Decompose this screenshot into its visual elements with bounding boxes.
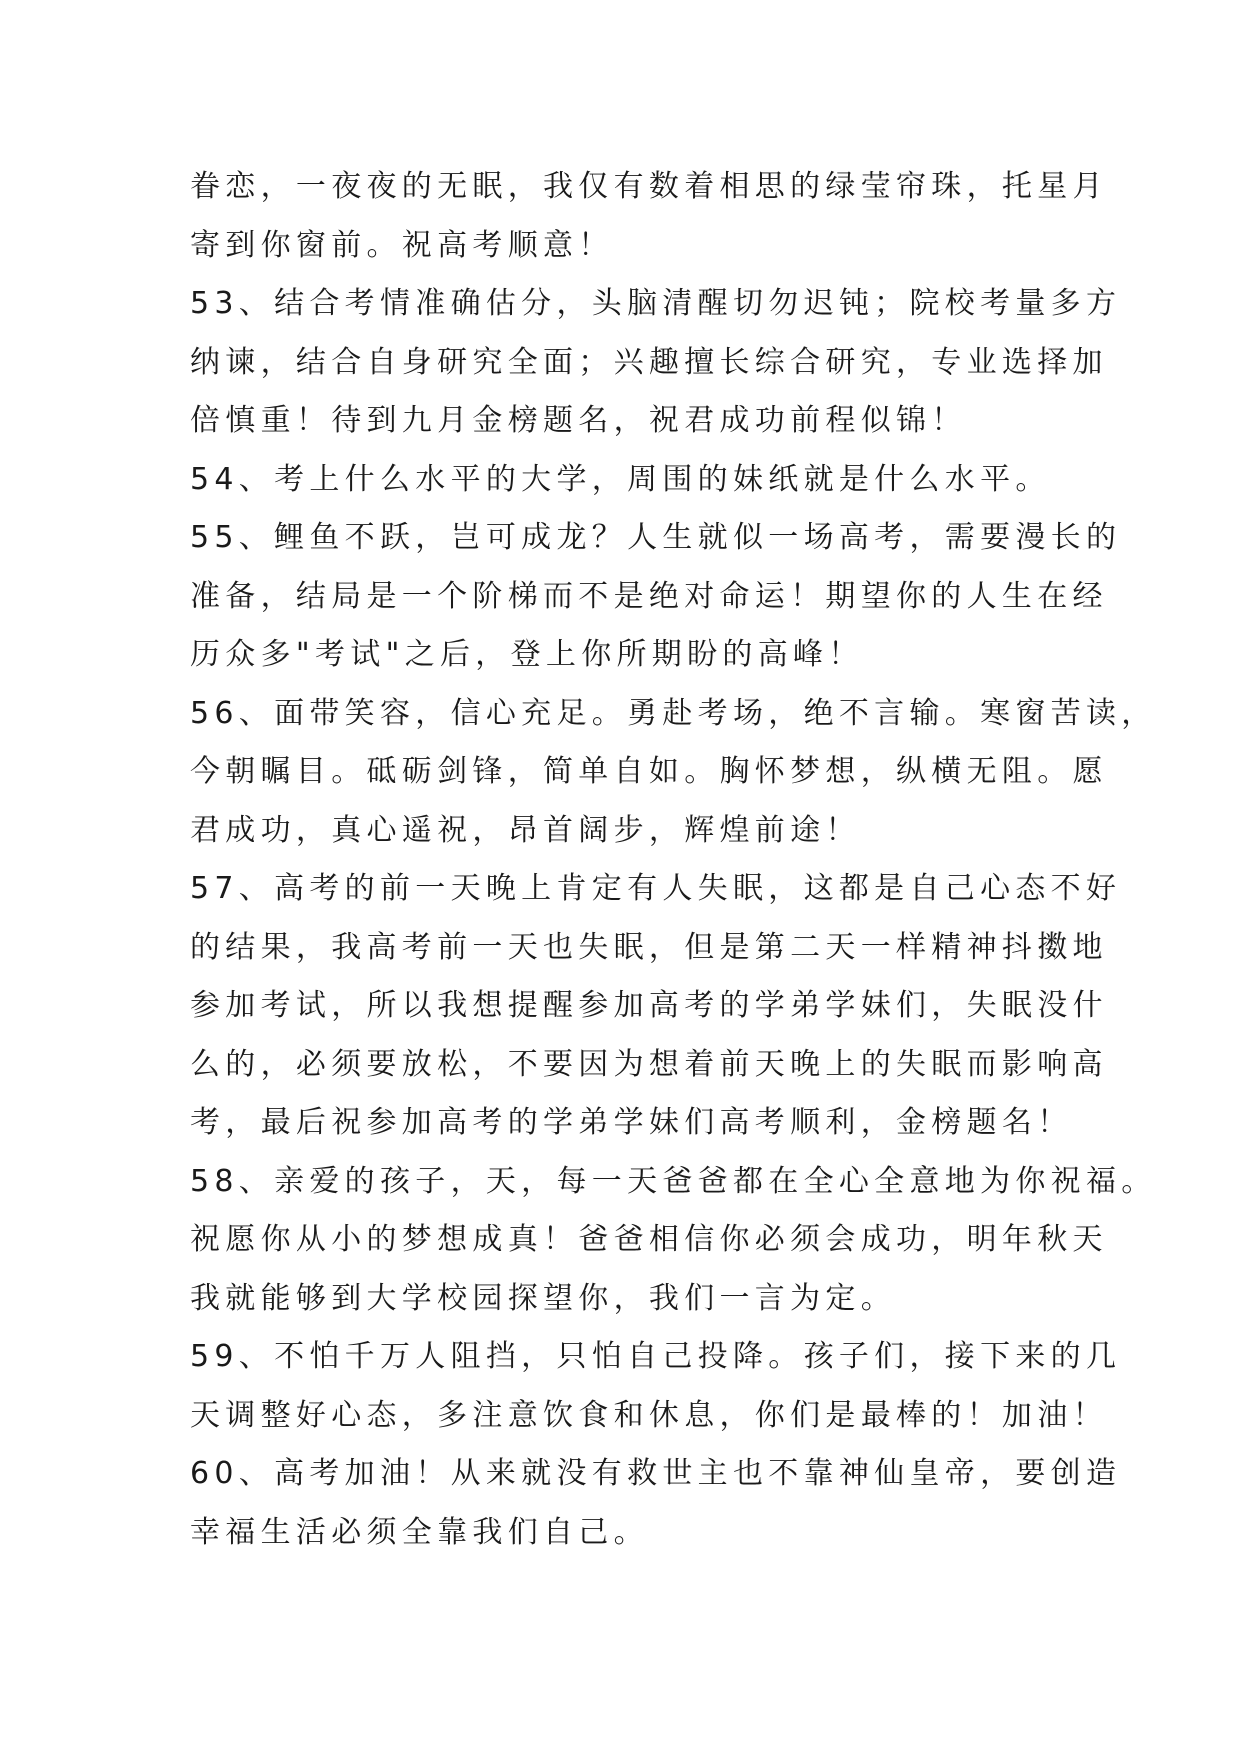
text-line: 历众多"考试"之后，登上你所期盼的高峰！ <box>190 637 864 672</box>
text-line: 寄到你窗前。祝高考顺意！ <box>190 227 614 263</box>
text-line: 60、高考加油！从来就没有救世主也不靠神仙皇帝，要创造 <box>190 1456 1122 1491</box>
text-line: 今朝瞩目。砥砺剑锋，简单自如。胸怀梦想，纵横无阻。愿 <box>190 754 1108 789</box>
text-line: 么的，必须要放松，不要因为想着前天晚上的失眠而影响高 <box>190 1046 1108 1082</box>
text-line: 59、不怕千万人阻挡，只怕自己投降。孩子们，接下来的几 <box>190 1339 1122 1374</box>
text-line: 55、鲤鱼不跃，岂可成龙？人生就似一场高考，需要漫长的 <box>190 520 1122 555</box>
text-line: 准备，结局是一个阶梯而不是绝对命运！期望你的人生在经 <box>190 578 1108 614</box>
text-line: 53、结合考情准确估分，头脑清醒切勿迟钝；院校考量多方 <box>190 286 1122 321</box>
text-line: 57、高考的前一天晚上肯定有人失眠，这都是自己心态不好 <box>190 871 1122 906</box>
text-line: 祝愿你从小的梦想成真！爸爸相信你必须会成功，明年秋天 <box>190 1222 1108 1257</box>
text-line: 我就能够到大学校园探望你，我们一言为定。 <box>190 1280 896 1316</box>
text-line: 56、面带笑容，信心充足。勇赴考场，绝不言输。寒窗苦读， <box>190 695 1157 731</box>
text-line: 考，最后祝参加高考的学弟学妹们高考顺利，金榜题名！ <box>190 1105 1073 1140</box>
text-line: 君成功，真心遥祝，昂首阔步，辉煌前途！ <box>190 812 861 848</box>
document-body <box>190 158 1157 1562</box>
text-line: 纳谏，结合自身研究全面；兴趣擅长综合研究，专业选择加 <box>190 344 1108 380</box>
text-line: 的结果，我高考前一天也失眠，但是第二天一样精神抖擞地 <box>190 929 1108 965</box>
text-line: 54、考上什么水平的大学，周围的妹纸就是什么水平。 <box>190 461 1051 497</box>
text-line: 幸福生活必须全靠我们自己。 <box>190 1514 649 1550</box>
text-line: 眷恋，一夜夜的无眠，我仅有数着相思的绿莹帘珠，托星月 <box>190 169 1108 204</box>
text-line: 58、亲爱的孩子，天，每一天爸爸都在全心全意地为你祝福。 <box>190 1163 1157 1199</box>
text-line: 天调整好心态，多注意饮食和休息，你们是最棒的！加油！ <box>190 1397 1108 1433</box>
text-line: 参加考试，所以我想提醒参加高考的学弟学妹们，失眠没什 <box>190 988 1108 1023</box>
text-line: 倍慎重！待到九月金榜题名，祝君成功前程似锦！ <box>190 403 967 438</box>
